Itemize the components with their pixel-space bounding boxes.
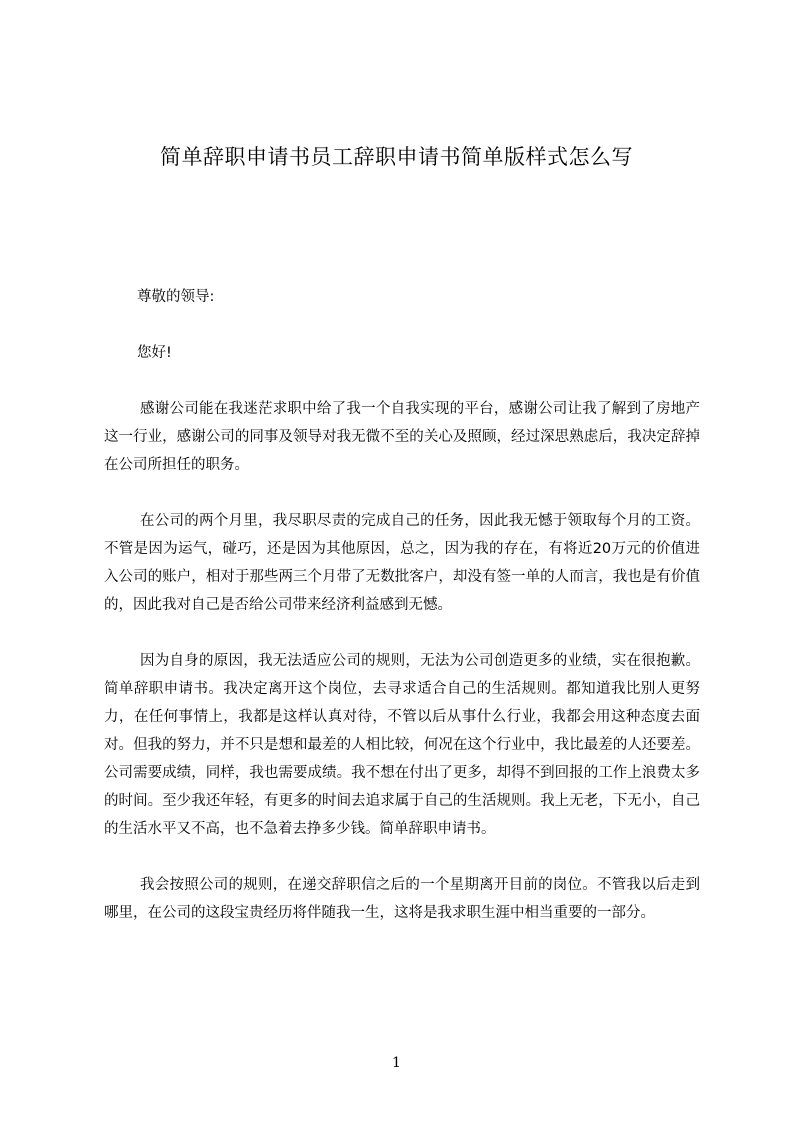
paragraph-gratitude: 感谢公司能在我迷茫求职中给了我一个自我实现的平台，感谢公司让我了解到了房地产这一行业，感谢公司的同事及领导对我无微不至的关心及照顾，经过深思熟虑后，我决定辞掉在公司所担任的职务。 (104, 401, 700, 473)
paragraph-work-record: 在公司的两个月里，我尽职尽责的完成自己的任务，因此我无憾于领取每个月的工资。不管是因为运气，碰巧，还是因为其他原因，总之，因为我的存在，有将近20万元的价值进入公司的账户，相对于那些两三个月带了无数批客户，却没有签一单的人而言，我也是有价值的，因此我对自己是否给公司带来经济利益感到无憾。 (104, 513, 700, 613)
paragraph-departure-plan: 我会按照公司的规则，在递交辞职信之后的一个星期离开目前的岗位。不管我以后走到哪里，在公司的这段宝贵经历将伴随我一生，这将是我求职生涯中相当重要的一部分。 (104, 877, 700, 921)
document-title: 简单辞职申请书员工辞职申请书简单版样式怎么写 (160, 145, 633, 169)
greeting: 尊敬的领导: (137, 289, 215, 305)
paragraph-reasons: 因为自身的原因，我无法适应公司的规则，无法为公司创造更多的业绩，实在很抱歉。简单辞职申请书。我决定离开这个岗位，去寻求适合自己的生活规则。都知道我比别人更努力，在任何事情上，我都是这样认真对待，不管以后从事什么行业，我都会用这种态度去面对。但我的努力，并不只是想和最差的人相比较，何况在这个行业中，我比最差的人还要差。公司需要成绩，同样，我也需要成绩。我不想在付出了更多，却得不到回报的工作上浪费太多的时间。至少我还年轻，有更多的时间去追求属于自己的生活规则。我上无老，下无小，自己的生活水平又不高，也不急着去挣多少钱。简单辞职申请书。 (104, 653, 700, 837)
page-number: 1 (392, 1055, 401, 1071)
hello-line: 您好! (137, 345, 172, 361)
letter-body (104, 283, 700, 955)
